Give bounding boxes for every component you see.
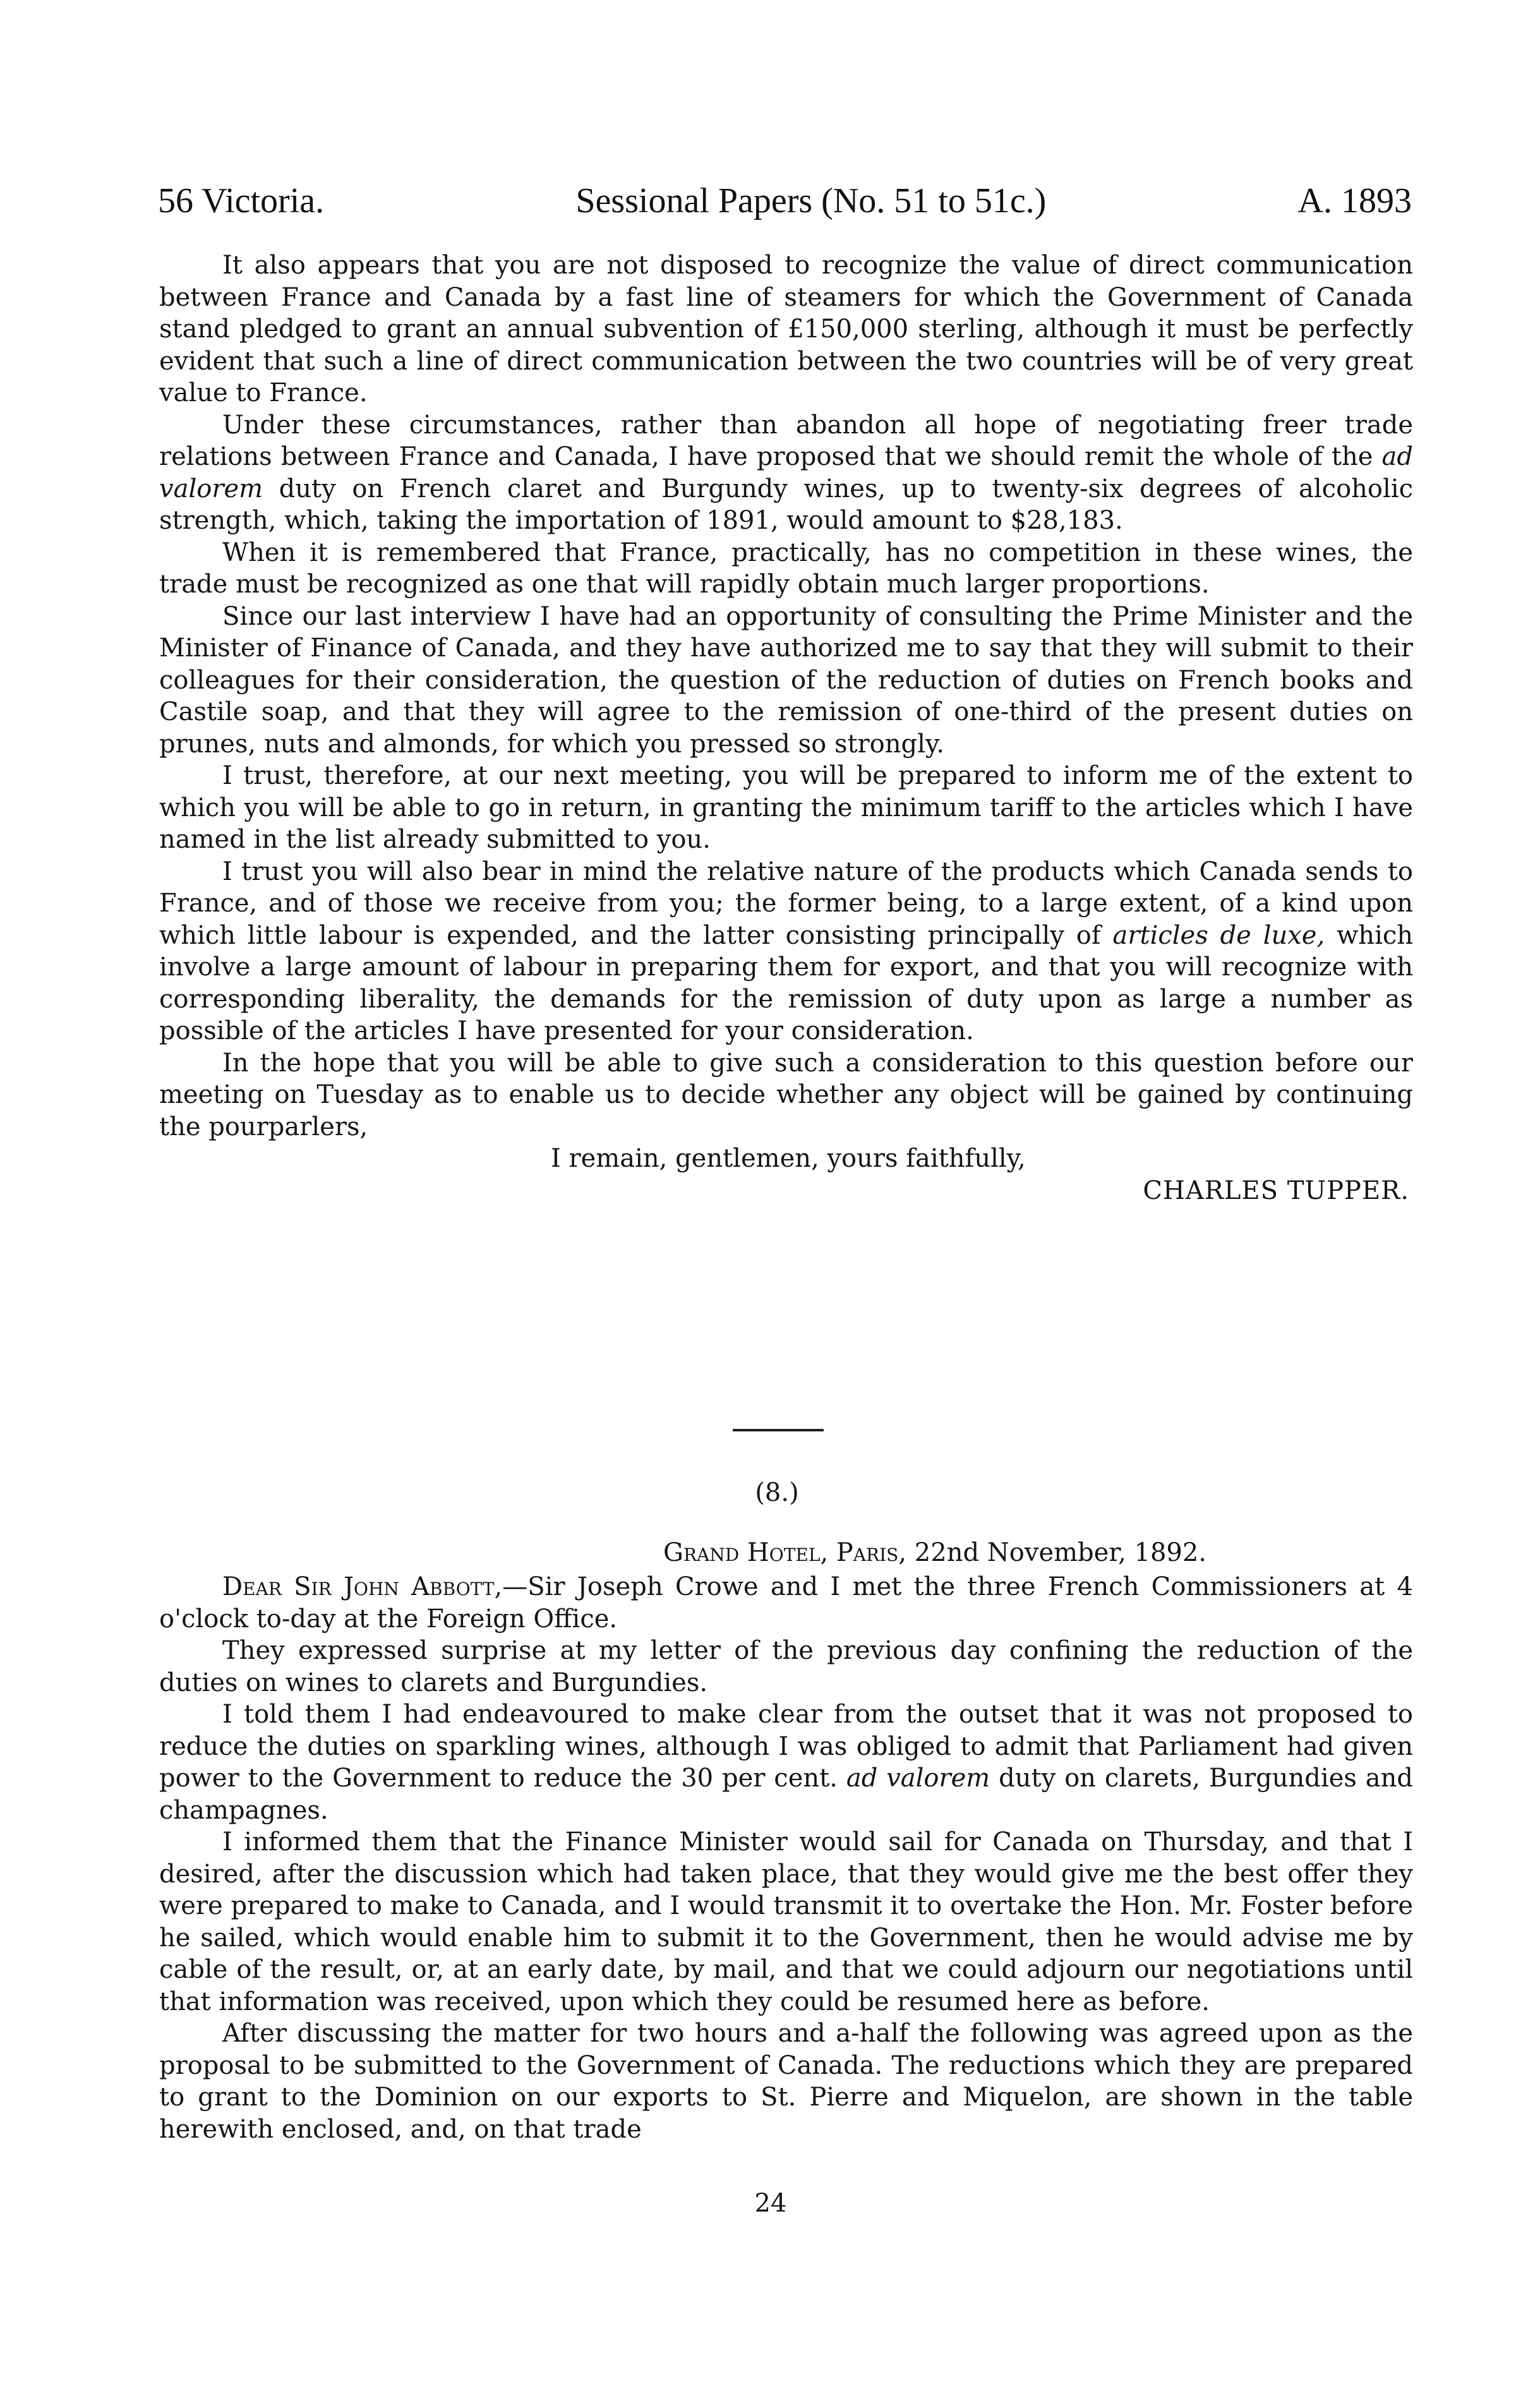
letter-tupper bbox=[159, 250, 1413, 1207]
header-year: A. 1893 bbox=[1297, 181, 1412, 220]
italic-phrase: ad valorem bbox=[846, 1764, 990, 1793]
page-number: 24 bbox=[754, 2189, 787, 2218]
italic-phrase: ad valorem bbox=[159, 442, 1413, 503]
section-divider bbox=[733, 1429, 824, 1431]
letter-abbott bbox=[159, 1571, 1413, 2145]
paragraph: It also appears that you are not disposed to recognize the value of direct communication between France and Canada by a fast line of steamers for which the Government of Canada stand pledged to grant an annual subvention of £150,000 sterling, although it must be perfectly evident that such a line of direct communication between the two countries will be of very great value to France. bbox=[159, 251, 1413, 407]
paragraph: After discussing the matter for two hours and a-half the following was agreed upon as the proposal to be submitted to the Government of Canada. The reductions which they are prepared to grant to the Dominion on our exports to St. Pierre and Miquelon, are shown in the table herewith enclosed, and, on that trade bbox=[159, 2019, 1413, 2144]
paragraph: I trust you will also bear in mind the relative nature of the products which Canada sends to France, and of those we receive from you; the former being, to a large extent, of a kind upon which little labour is expended, and the latter consisting principally of articles de luxe, which involve a large amount of labour in preparing them for export, and that you will recognize with corresponding liberality, the demands for the remission of duty upon as large a number as possible of the articles I have presented for your consideration. bbox=[159, 857, 1414, 1045]
signature: CHARLES TUPPER. bbox=[1143, 1176, 1409, 1205]
dateline: Grand Hotel, Paris, 22nd November, 1892. bbox=[663, 1538, 1207, 1567]
letter-closing: I remain, gentlemen, yours faithfully, bbox=[551, 1144, 1026, 1173]
paragraph: They expressed surprise at my letter of the previous day confining the reduction of the duties on wines to clarets and Burgundies. bbox=[159, 1636, 1413, 1697]
header-title: Sessional Papers (No. 51 to 51c.) bbox=[575, 181, 1047, 220]
section-number: (8.) bbox=[755, 1478, 799, 1507]
paragraph: I told them I had endeavoured to make clear from the outset that it was not proposed to reduce the duties on sparkling wines, although I was obliged to admit that Parliament had given power to the Government to reduce the 30 per cent. ad valorem duty on clarets, Burgundies and champagnes. bbox=[159, 1700, 1414, 1825]
paragraph: In the hope that you will be able to give such a consideration to this question before our meeting on Tuesday as to enable us to decide whether any object will be gained by continuing the pourparlers, bbox=[159, 1048, 1413, 1141]
paragraph: Since our last interview I have had an opportunity of consulting the Prime Minister and the Minister of Finance of Canada, and they have authorized me to say that they will submit to their colleagues for their consideration, the question of the reduction of duties on French books and Castile soap, and that they will agree to the remission of one-third of the present duties on prunes, nuts and almonds, for which you pressed so strongly. bbox=[159, 601, 1413, 759]
page-header bbox=[158, 181, 1412, 225]
paragraph: Dear Sir John Abbott,—Sir Joseph Crowe and I met the three French Commissioners at 4 o'clock to-day at the Foreign Office. bbox=[159, 1572, 1414, 1634]
paragraph: I trust, therefore, at our next meeting, you will be prepared to inform me of the extent to which you will be able to go in return, in granting the minimum tariff to the articles which I have named in the list already submitted to you. bbox=[159, 761, 1413, 854]
paragraph: When it is remembered that France, practically, has no competition in these wines, the trade must be recognized as one that will rapidly obtain much larger proportions. bbox=[159, 538, 1413, 599]
salutation: Dear Sir John Abbott, bbox=[222, 1572, 503, 1601]
header-session: 56 Victoria. bbox=[158, 181, 325, 220]
italic-phrase: articles de luxe, bbox=[1112, 920, 1325, 950]
paragraph: I informed them that the Finance Minister would sail for Canada on Thursday, and that I desired, after the discussion which had taken place, that they would give me the best offer they were prepared to make to Canada, and I would transmit it to overtake the Hon. Mr. Foster before he sailed, which would enable him to submit it to the Government, then he would advise me by cable of the result, or, at an early date, by mail, and that we could adjourn our negotiations until that information was received, upon which they could be resumed here as before. bbox=[159, 1827, 1413, 2016]
paragraph: Under these circumstances, rather than abandon all hope of negotiating freer trade relations between France and Canada, I have proposed that we should remit the whole of the ad valorem duty on French claret and Burgundy wines, up to twenty-six degrees of alcoholic strength, which, taking the importation of 1891, would amount to $28,183. bbox=[159, 410, 1413, 535]
